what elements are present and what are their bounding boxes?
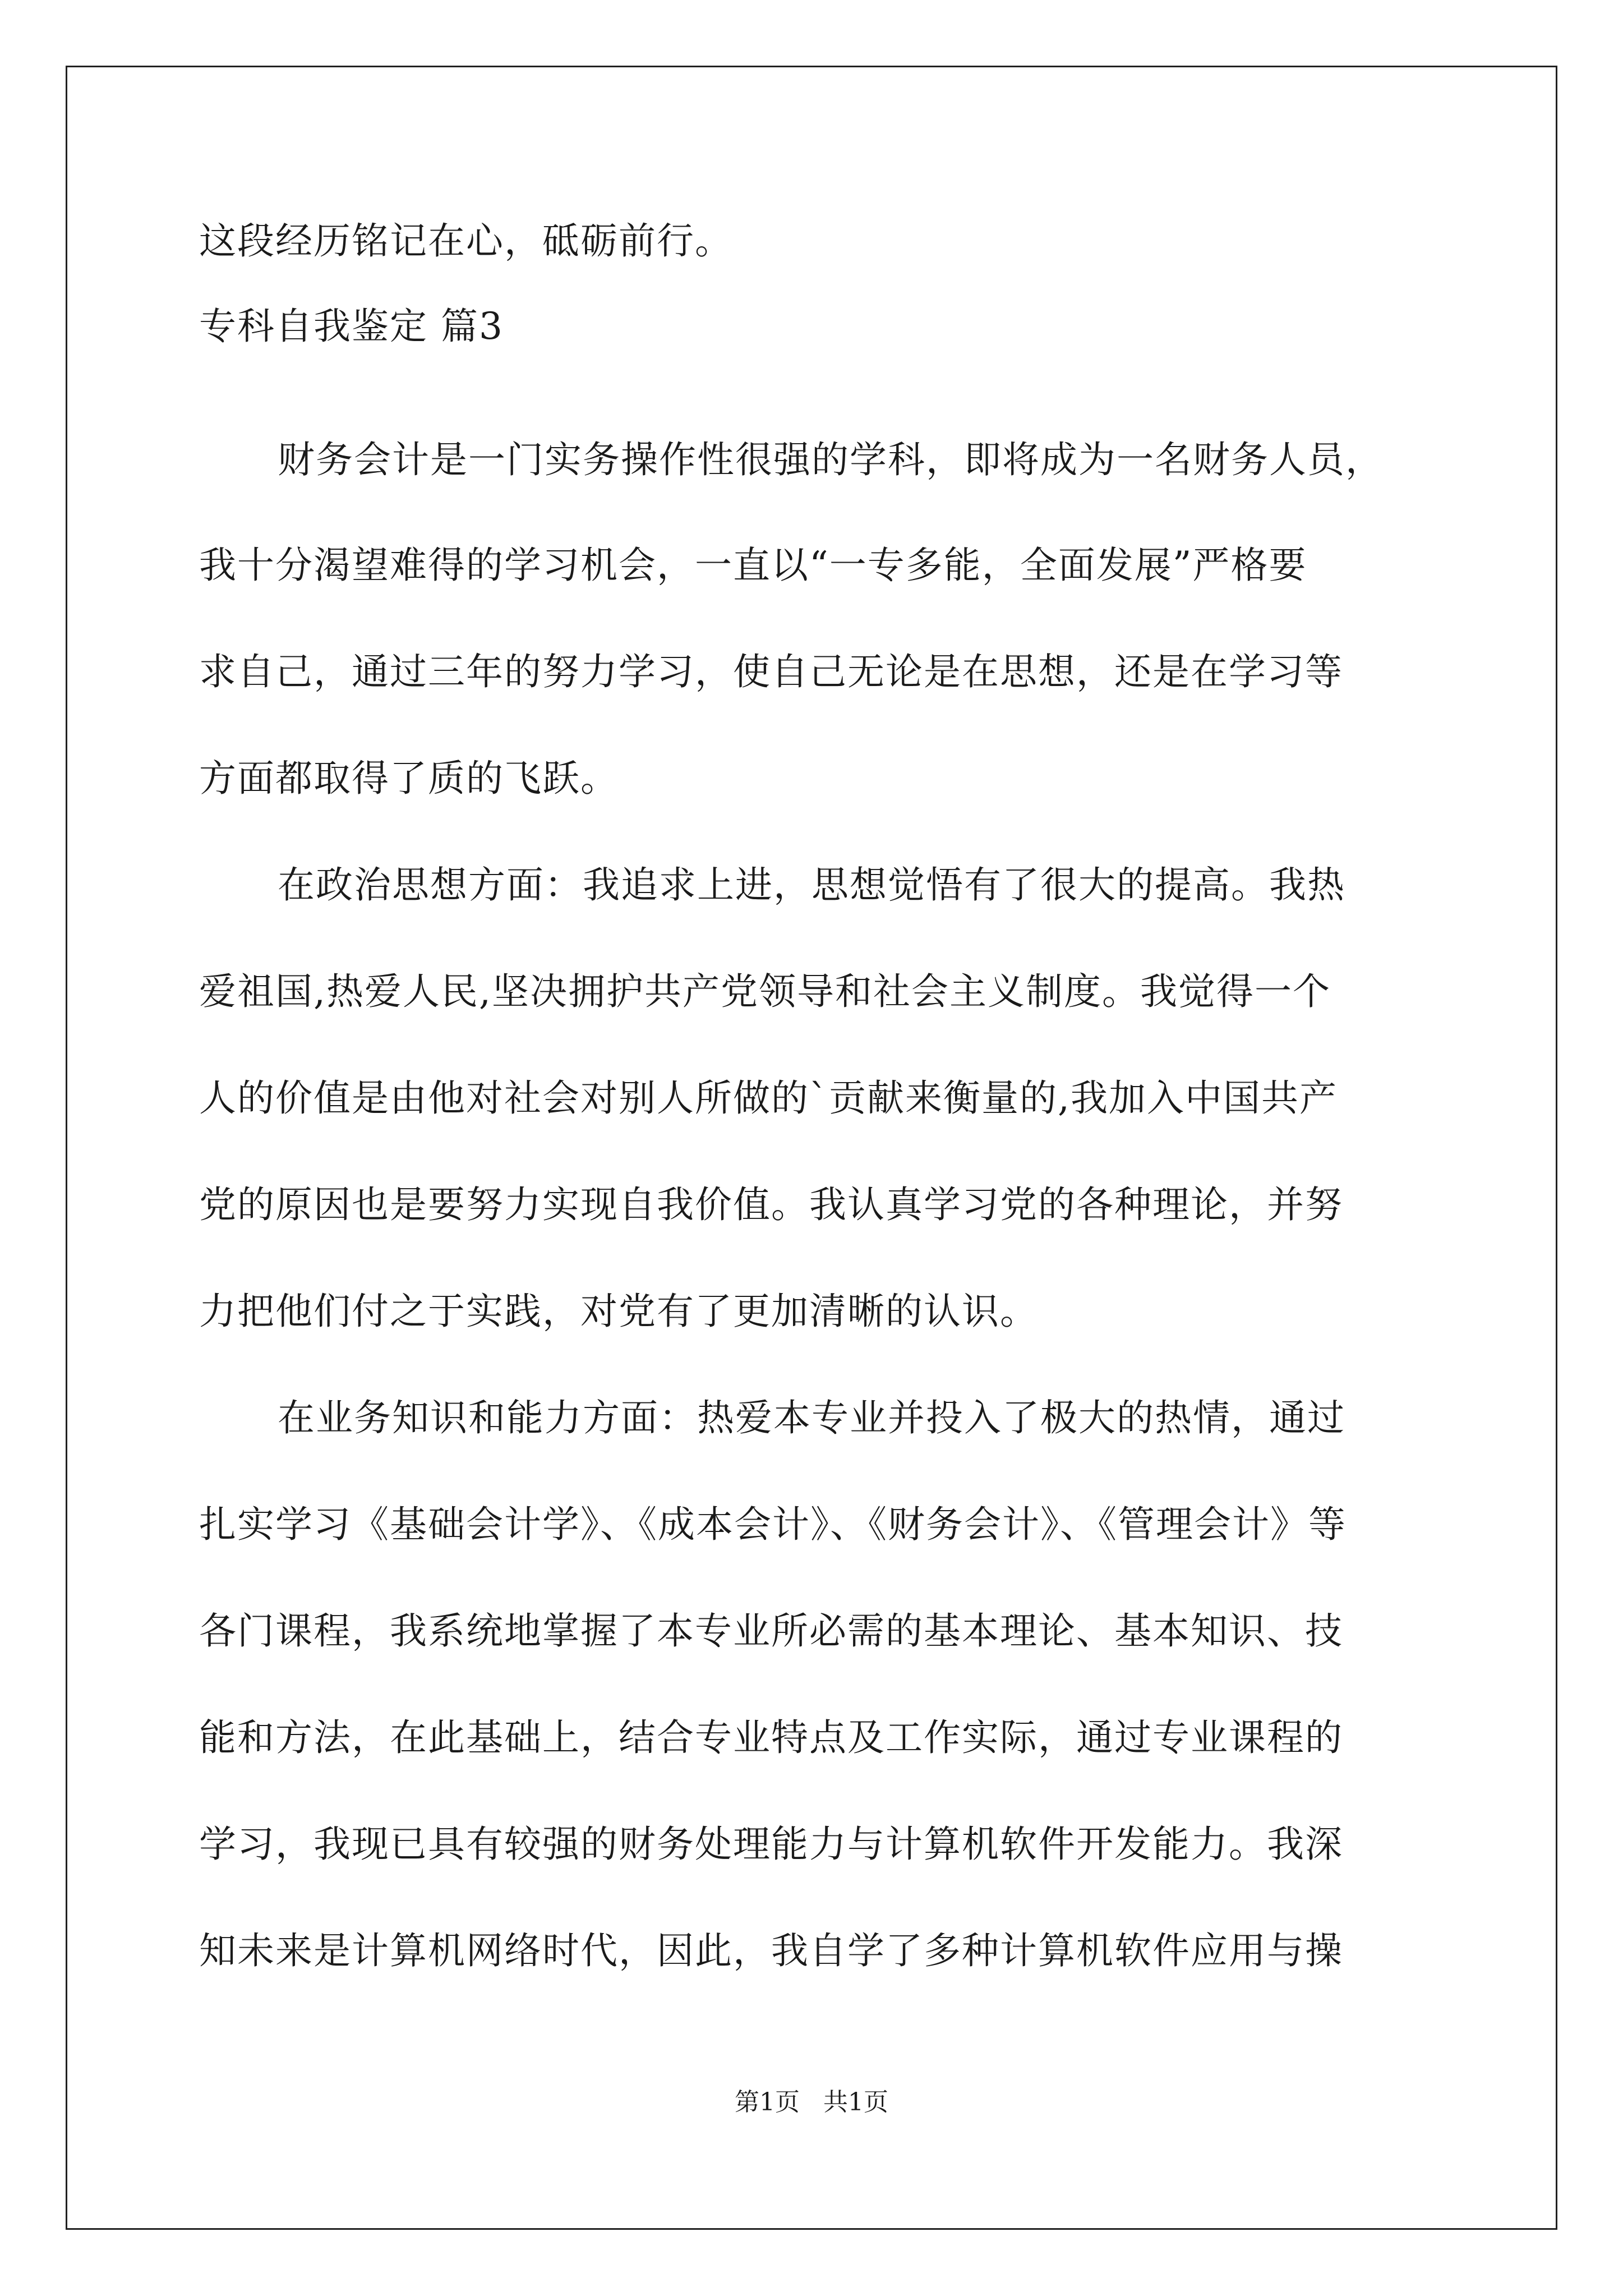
paragraph-line: 能和方法，在此基础上，结合专业特点及工作实际，通过专业课程的 <box>199 1716 1343 1759</box>
section-heading: 专科自我鉴定 篇3 <box>199 305 504 348</box>
paragraph-line: 扎实学习《基础会计学》、《成本会计》、《财务会计》、《管理会计》等 <box>199 1503 1347 1546</box>
page-number: 第1页 共1页 <box>735 2088 888 2116</box>
paragraph-line: 人的价值是由他对社会对别人所做的`贡献来衡量的,我加入中国共产 <box>199 1076 1338 1120</box>
page-border <box>66 66 1557 2230</box>
paragraph-line: 力把他们付之于实践，对党有了更加清晰的认识。 <box>199 1290 1038 1333</box>
paragraph-line: 党的原因也是要努力实现自我价值。我认真学习党的各种理论，并努 <box>199 1183 1343 1226</box>
paragraph-line: 我十分渴望难得的学习机会，一直以“一专多能，全面发展”严格要 <box>199 544 1307 587</box>
paragraph-line: 方面都取得了质的飞跃。 <box>199 757 619 800</box>
paragraph-line: 在政治思想方面：我追求上进，思想觉悟有了很大的提高。我热 <box>278 863 1345 907</box>
paragraph-line: 财务会计是一门实务操作性很强的学科，即将成为一名财务人员， <box>278 438 1384 481</box>
paragraph-line: 各门课程，我系统地掌握了本专业所必需的基本理论、基本知识、技 <box>199 1609 1343 1653</box>
paragraph-line: 在业务知识和能力方面：热爱本专业并投入了极大的热情，通过 <box>278 1396 1345 1439</box>
paragraph-line: 求自己，通过三年的努力学习，使自己无论是在思想，还是在学习等 <box>199 650 1343 693</box>
paragraph-line: 学习，我现已具有较强的财务处理能力与计算机软件开发能力。我深 <box>199 1823 1343 1866</box>
paragraph-line: 知未来是计算机网络时代，因此，我自学了多种计算机软件应用与操 <box>199 1929 1343 1972</box>
paragraph-line: 爱祖国,热爱人民,坚决拥护共产党领导和社会主义制度。我觉得一个 <box>199 970 1331 1013</box>
paragraph-line: 这段经历铭记在心，砥砺前行。 <box>199 219 733 263</box>
